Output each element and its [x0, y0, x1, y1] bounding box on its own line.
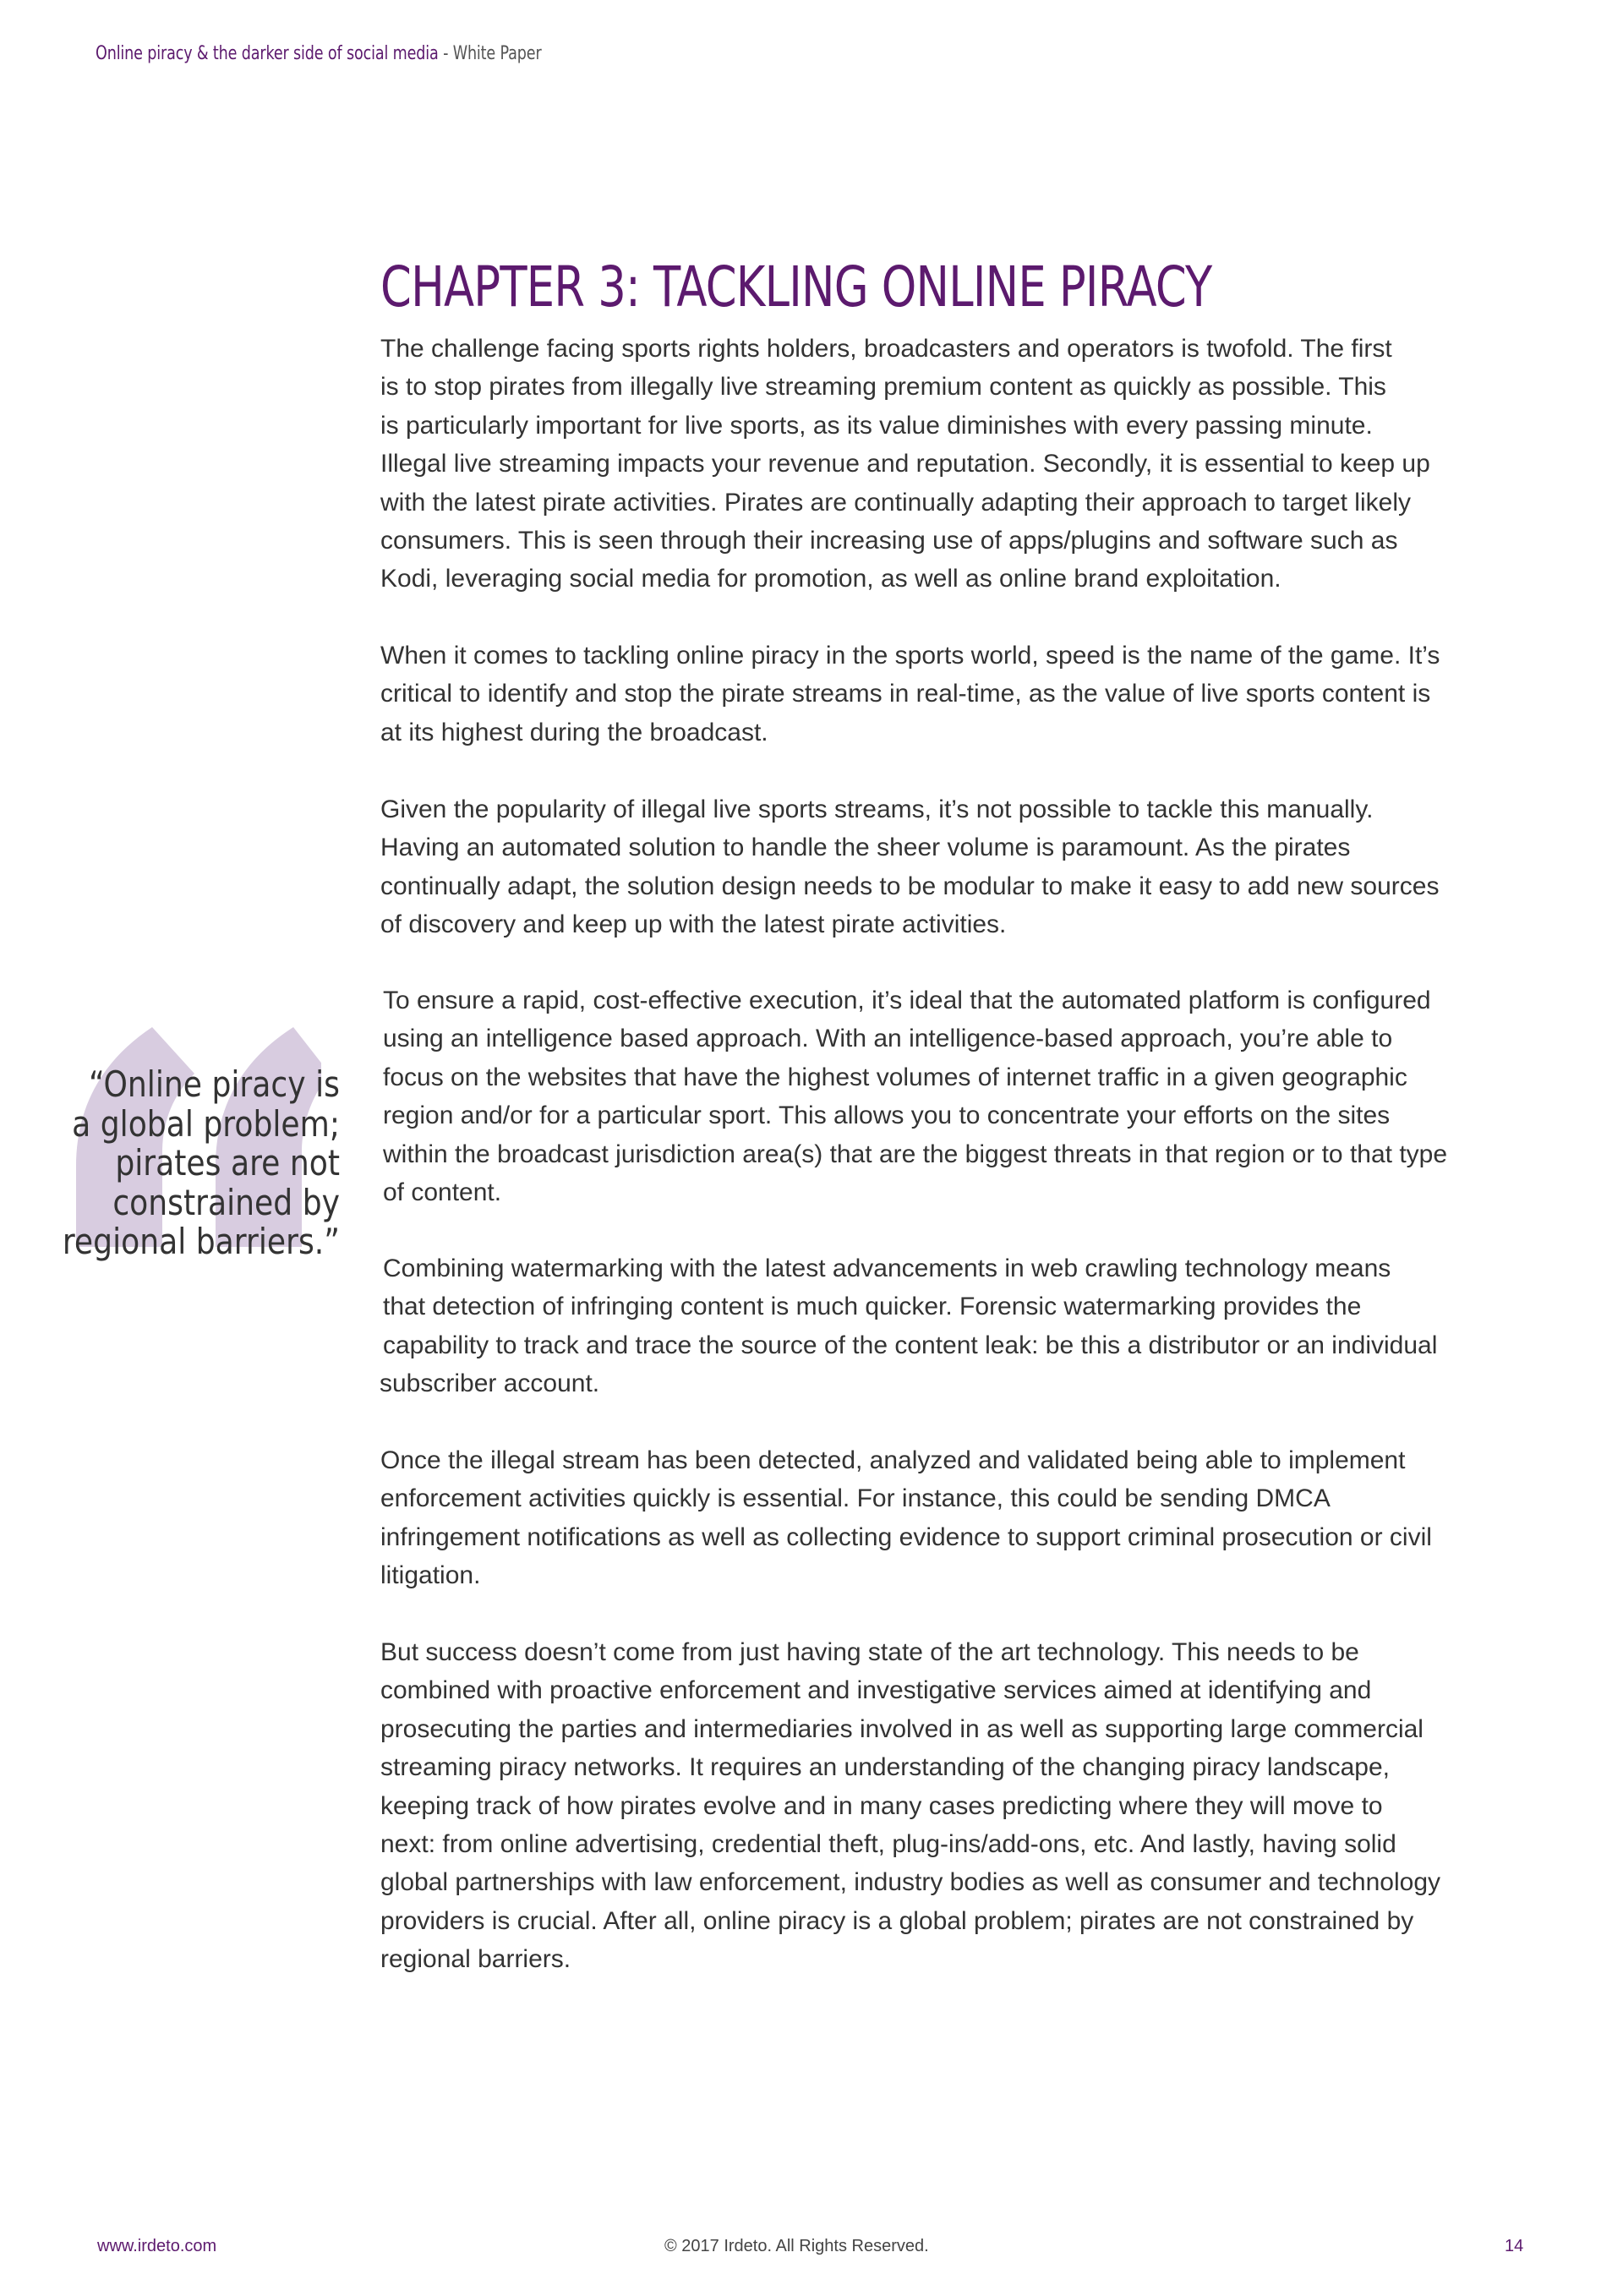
quote-line: constrained by	[112, 1181, 340, 1223]
page-number: 14	[1505, 2237, 1524, 2255]
text-line: subscriber account.	[380, 1369, 600, 1398]
paragraph-6	[380, 1441, 1432, 1595]
text-line: enforcement activities quickly is essential. For instance, this could be sending DMCA	[380, 1484, 1331, 1513]
text-line: at its highest during the broadcast.	[380, 718, 768, 746]
document-type: - White Paper	[438, 43, 542, 64]
text-line: region and/or for a particular sport. This allows you to concentrate your efforts on the sites	[383, 1102, 1391, 1130]
paragraph-4	[383, 981, 1447, 1211]
text-line: focus on the websites that have the highest volumes of internet traffic in a given geographic	[383, 1063, 1407, 1091]
page-footer	[0, 2235, 1623, 2260]
text-line: critical to identify and stop the pirate streams in real-time, as the value of live sports content is	[380, 680, 1431, 708]
text-line: is to stop pirates from illegally live streaming premium content as quickly as possible. This	[380, 373, 1386, 402]
paragraph-7	[380, 1633, 1440, 1979]
text-line: But success doesn’t come from just having state of the art technology. This needs to be	[380, 1638, 1359, 1666]
text-line: The challenge facing sports rights holders, broadcasters and operators is twofold. The first	[380, 335, 1392, 363]
running-header	[96, 42, 542, 66]
text-line: using an intelligence based approach. With an intelligence-based approach, you’re able to	[383, 1025, 1393, 1053]
publication-title: Online piracy & the darker side of social media	[96, 43, 439, 64]
text-line: consumers. This is seen through their increasing use of apps/plugins and software such as	[380, 526, 1398, 555]
text-line: continually adapt, the solution design needs to be modular to make it easy to add new sources	[380, 872, 1440, 900]
text-line: capability to track and trace the source of the content leak: be this a distributor or an individual	[383, 1331, 1438, 1359]
text-line: streaming piracy networks. It requires an understanding of the changing piracy landscape,	[380, 1753, 1391, 1782]
text-line: global partnerships with law enforcement, industry bodies as well as consumer and technology	[380, 1868, 1441, 1897]
text-line: Having an automated solution to handle the sheer volume is paramount. As the pirates	[380, 834, 1351, 862]
text-line: infringement notifications as well as collecting evidence to support criminal prosecution or civil	[380, 1522, 1432, 1551]
paragraph-2	[380, 637, 1440, 752]
paragraph-5	[380, 1249, 1438, 1403]
paragraph-3	[380, 790, 1439, 944]
quote-line: “Online piracy is	[89, 1063, 340, 1105]
text-line: that detection of infringing content is much quicker. Forensic watermarking provides the	[383, 1293, 1362, 1321]
text-line: combined with proactive enforcement and investigative services aimed at identifying and	[380, 1676, 1372, 1705]
quote-line: regional barriers.”	[62, 1221, 340, 1262]
text-line: prosecuting the parties and intermediaries involved in as well as supporting large commercial	[380, 1714, 1424, 1743]
website-link[interactable]: www.irdeto.com	[97, 2237, 217, 2255]
pull-quote-text	[0, 1065, 340, 1262]
text-line: keeping track of how pirates evolve and in many cases predicting where they will move to	[380, 1791, 1383, 1820]
quote-line: pirates are not	[115, 1142, 340, 1184]
text-line: of content.	[383, 1178, 502, 1206]
text-line: Once the illegal stream has been detected, analyzed and validated being able to implement	[380, 1446, 1406, 1474]
text-line: Combining watermarking with the latest advancements in web crawling technology means	[383, 1255, 1391, 1282]
text-line: Kodi, leveraging social media for promotion, as well as online brand exploitation.	[380, 565, 1281, 593]
text-line: Given the popularity of illegal live sports streams, it’s not possible to tackle this manually.	[380, 795, 1374, 823]
text-line: To ensure a rapid, cost-effective execution, it’s ideal that the automated platform is configured	[383, 987, 1431, 1014]
text-line: within the broadcast jurisdiction area(s) that are the biggest threats in that region or to that type	[383, 1140, 1448, 1168]
text-line: is particularly important for live sports, as its value diminishes with every passing minute.	[380, 411, 1373, 440]
copyright-notice: © 2017 Irdeto. All Rights Reserved.	[664, 2237, 929, 2255]
text-line: providers is crucial. After all, online piracy is a global problem; pirates are not constrained by	[380, 1906, 1414, 1935]
text-line: regional barriers.	[380, 1945, 571, 1974]
text-line: Illegal live streaming impacts your revenue and reputation. Secondly, it is essential to keep up	[380, 450, 1430, 478]
text-line: of discovery and keep up with the latest pirate activities.	[380, 910, 1007, 939]
text-line: litigation.	[380, 1561, 481, 1590]
text-line: next: from online advertising, credential theft, plug-ins/add-ons, etc. And lastly, having solid	[380, 1829, 1396, 1858]
text-line: with the latest pirate activities. Pirates are continually adapting their approach to target likely	[380, 488, 1411, 517]
paragraph-1	[380, 330, 1430, 599]
pull-quote	[34, 1014, 347, 1260]
text-line: When it comes to tackling online piracy in the sports world, speed is the name of the game. It’s	[380, 642, 1440, 670]
quote-line: a global problem;	[72, 1102, 340, 1145]
chapter-title: CHAPTER 3: TACKLING ONLINE PIRACY	[380, 254, 1212, 320]
